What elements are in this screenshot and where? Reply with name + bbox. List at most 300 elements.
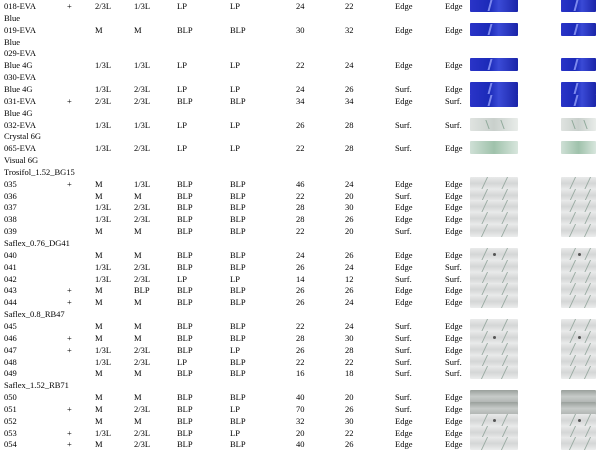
- table-cell: BLP: [177, 320, 193, 331]
- table-row: [0, 438, 600, 450]
- table-cell: 20: [345, 190, 354, 201]
- table-cell: M: [134, 24, 142, 35]
- table-cell: BLP: [177, 344, 193, 355]
- table-cell: 1/3L: [95, 273, 112, 284]
- table-cell: LP: [230, 427, 240, 438]
- table-cell: BLP: [230, 261, 246, 272]
- row-label: Visual 6G: [4, 155, 39, 166]
- sample-image: [470, 343, 518, 356]
- table-cell: Edge: [395, 178, 413, 189]
- row-label: 030-EVA: [4, 72, 36, 83]
- table-cell: M: [95, 249, 103, 260]
- table-cell: 28: [296, 332, 305, 343]
- table-cell: 26: [296, 119, 305, 130]
- table-cell: BLP: [230, 439, 246, 450]
- table-cell: 26: [345, 214, 354, 225]
- table-cell: 049: [4, 368, 17, 379]
- table-cell: M: [95, 415, 103, 426]
- table-cell: Edge: [445, 439, 463, 450]
- table-cell: +: [67, 297, 72, 308]
- table-cell: Edge: [445, 24, 463, 35]
- table-cell: Edge: [445, 297, 463, 308]
- sample-image: [561, 177, 596, 190]
- table-cell: 2/3L: [134, 273, 151, 284]
- table-cell: 052: [4, 415, 17, 426]
- table-row: [0, 178, 600, 190]
- table-row: [0, 95, 600, 107]
- sample-image: [470, 295, 518, 308]
- table-cell: Edge: [395, 1, 413, 11]
- table-cell: BLP: [230, 368, 246, 379]
- table-cell: M: [95, 439, 103, 450]
- table-cell: +: [67, 439, 72, 450]
- table-cell: M: [134, 392, 142, 403]
- sample-image: [470, 248, 518, 261]
- table-cell: BLP: [177, 214, 193, 225]
- table-cell: Edge: [395, 214, 413, 225]
- sample-image: [561, 402, 596, 415]
- table-cell: 2/3L: [134, 95, 151, 106]
- row-label: Saflex_0.8_RB47: [4, 309, 65, 320]
- table-cell: 2/3L: [134, 143, 151, 154]
- table-cell: 18: [345, 368, 354, 379]
- table-cell: M: [134, 297, 142, 308]
- table-cell: 2/3L: [134, 427, 151, 438]
- table-cell: LP: [230, 143, 240, 154]
- table-cell: 039: [4, 226, 17, 237]
- table-row: [0, 261, 600, 273]
- table-cell: BLP: [177, 392, 193, 403]
- table-cell: BLP: [230, 214, 246, 225]
- group-label-row: [0, 154, 600, 166]
- table-cell: 036: [4, 190, 17, 201]
- table-cell: Edge: [445, 320, 463, 331]
- sample-image: [561, 295, 596, 308]
- table-cell: 2/3L: [134, 439, 151, 450]
- sample-image: [470, 141, 518, 154]
- table-cell: Surf.: [445, 356, 462, 367]
- table-cell: 041: [4, 261, 17, 272]
- table-cell: Edge: [445, 415, 463, 426]
- table-cell: BLP: [177, 226, 193, 237]
- table-cell: 042: [4, 273, 17, 284]
- sample-image: [470, 23, 518, 36]
- table-cell: Edge: [445, 143, 463, 154]
- sample-image: [561, 23, 596, 36]
- table-cell: Edge: [445, 332, 463, 343]
- table-cell: Edge: [445, 392, 463, 403]
- table-cell: 26: [345, 249, 354, 260]
- table-cell: 40: [296, 392, 305, 403]
- table-cell: 035: [4, 178, 17, 189]
- table-cell: 1/3L: [134, 119, 151, 130]
- table-cell: 28: [296, 202, 305, 213]
- table-cell: Edge: [445, 344, 463, 355]
- sample-image: [470, 118, 518, 131]
- table-cell: Blue 4G: [4, 60, 33, 71]
- table-cell: BLP: [230, 297, 246, 308]
- table-cell: M: [134, 320, 142, 331]
- table-cell: 22: [296, 190, 305, 201]
- table-cell: LP: [177, 143, 187, 154]
- table-cell: 26: [296, 285, 305, 296]
- table-cell: Surf.: [395, 332, 412, 343]
- table-cell: LP: [177, 119, 187, 130]
- table-row: [0, 415, 600, 427]
- group-label-row: [0, 36, 600, 48]
- table-cell: 018-EVA: [4, 1, 36, 11]
- table-cell: 2/3L: [134, 356, 151, 367]
- table-cell: BLP: [177, 249, 193, 260]
- table-cell: BLP: [230, 392, 246, 403]
- sample-image: [561, 118, 596, 131]
- table-cell: 26: [345, 285, 354, 296]
- sample-image: [561, 82, 596, 95]
- table-cell: Edge: [395, 285, 413, 296]
- table-cell: 22: [345, 356, 354, 367]
- table-cell: 24: [345, 297, 354, 308]
- table-cell: BLP: [177, 261, 193, 272]
- table-cell: 2/3L: [95, 95, 112, 106]
- table-cell: Surf.: [395, 392, 412, 403]
- table-cell: BLP: [230, 24, 246, 35]
- table-cell: 24: [296, 83, 305, 94]
- table-cell: BLP: [177, 415, 193, 426]
- table-cell: BLP: [177, 403, 193, 414]
- table-cell: 045: [4, 320, 17, 331]
- table-cell: 24: [296, 1, 305, 11]
- table-row: [0, 367, 600, 379]
- sample-image: [561, 260, 596, 273]
- table-cell: M: [95, 24, 103, 35]
- table-cell: 2/3L: [134, 214, 151, 225]
- table-cell: 46: [296, 178, 305, 189]
- table-cell: 28: [345, 143, 354, 154]
- row-label: Blue: [4, 12, 21, 23]
- table-cell: M: [95, 392, 103, 403]
- table-cell: Edge: [395, 249, 413, 260]
- table-cell: Edge: [445, 285, 463, 296]
- sample-image: [470, 319, 518, 332]
- table-cell: 14: [296, 273, 305, 284]
- table-cell: BLP: [230, 320, 246, 331]
- table-cell: BLP: [177, 285, 193, 296]
- table-cell: M: [134, 415, 142, 426]
- table-cell: 26: [296, 261, 305, 272]
- table-cell: 26: [296, 344, 305, 355]
- table-cell: 050: [4, 392, 17, 403]
- table-cell: 32: [345, 24, 354, 35]
- sample-image: [470, 414, 518, 427]
- table-cell: Blue 4G: [4, 83, 33, 94]
- table-cell: 30: [345, 332, 354, 343]
- table-cell: BLP: [177, 368, 193, 379]
- table-row: [0, 0, 600, 12]
- table-cell: 24: [296, 249, 305, 260]
- table-cell: BLP: [177, 427, 193, 438]
- table-cell: Surf.: [445, 119, 462, 130]
- table-cell: +: [67, 95, 72, 106]
- table-cell: M: [95, 368, 103, 379]
- table-cell: Surf.: [395, 83, 412, 94]
- table-cell: 40: [296, 439, 305, 450]
- sample-image: [561, 319, 596, 332]
- sample-image: [561, 343, 596, 356]
- row-label: Blue 4G: [4, 107, 33, 118]
- row-label: Blue: [4, 36, 21, 47]
- table-cell: Surf.: [445, 95, 462, 106]
- table-cell: LP: [230, 60, 240, 71]
- sample-image: [561, 331, 596, 344]
- table-cell: BLP: [177, 178, 193, 189]
- table-cell: BLP: [177, 202, 193, 213]
- table-cell: 031-EVA: [4, 95, 36, 106]
- table-cell: 70: [296, 403, 305, 414]
- table-row: [0, 59, 600, 71]
- table-cell: LP: [230, 119, 240, 130]
- table-cell: 28: [345, 119, 354, 130]
- sample-image: [561, 224, 596, 237]
- table-cell: 22: [296, 356, 305, 367]
- table-cell: 053: [4, 427, 17, 438]
- table-cell: 1/3L: [95, 356, 112, 367]
- table-cell: 038: [4, 214, 17, 225]
- table-row: [0, 332, 600, 344]
- table-cell: BLP: [177, 332, 193, 343]
- sample-image: [561, 58, 596, 71]
- table-cell: 16: [296, 368, 305, 379]
- table-cell: Surf.: [395, 119, 412, 130]
- table-cell: 032-EVA: [4, 119, 36, 130]
- table-cell: +: [67, 285, 72, 296]
- table-cell: Edge: [395, 427, 413, 438]
- table-cell: BLP: [230, 95, 246, 106]
- sample-image: [470, 58, 518, 71]
- table-cell: 26: [296, 297, 305, 308]
- table-cell: Surf.: [395, 320, 412, 331]
- table-cell: 065-EVA: [4, 143, 36, 154]
- table-cell: M: [134, 368, 142, 379]
- table-cell: M: [95, 403, 103, 414]
- table-cell: LP: [230, 273, 240, 284]
- table-cell: 24: [345, 320, 354, 331]
- table-cell: 1/3L: [95, 214, 112, 225]
- table-cell: 26: [345, 403, 354, 414]
- table-cell: +: [67, 1, 72, 11]
- table-cell: BLP: [230, 178, 246, 189]
- table-cell: 30: [296, 24, 305, 35]
- table-cell: Edge: [445, 202, 463, 213]
- table-cell: 24: [345, 261, 354, 272]
- table-row: [0, 296, 600, 308]
- table-cell: 32: [296, 415, 305, 426]
- table-cell: 28: [345, 344, 354, 355]
- table-cell: 1/3L: [95, 344, 112, 355]
- table-cell: 044: [4, 297, 17, 308]
- table-row: [0, 142, 600, 154]
- table-cell: M: [95, 320, 103, 331]
- table-cell: 24: [345, 178, 354, 189]
- table-cell: Edge: [395, 202, 413, 213]
- table-cell: LP: [230, 403, 240, 414]
- table-cell: LP: [230, 83, 240, 94]
- table-cell: 019-EVA: [4, 24, 36, 35]
- table-cell: M: [95, 178, 103, 189]
- table-cell: Edge: [445, 190, 463, 201]
- sample-image: [561, 94, 596, 107]
- table-cell: Surf.: [445, 261, 462, 272]
- table-cell: 2/3L: [134, 202, 151, 213]
- table-cell: LP: [177, 1, 187, 11]
- table-cell: 2/3L: [95, 1, 112, 11]
- table-cell: Edge: [395, 95, 413, 106]
- sample-image: [470, 366, 518, 379]
- row-label: Trosifol_1.52_BG15: [4, 166, 75, 177]
- row-label: Saflex_1.52_RB71: [4, 380, 69, 391]
- sample-image: [561, 0, 596, 12]
- table-cell: 1/3L: [95, 202, 112, 213]
- table-cell: 1/3L: [95, 119, 112, 130]
- sample-image: [470, 224, 518, 237]
- table-cell: LP: [230, 344, 240, 355]
- table-cell: Edge: [445, 60, 463, 71]
- table-cell: Surf.: [395, 368, 412, 379]
- table-cell: Surf.: [445, 368, 462, 379]
- table-cell: 22: [345, 427, 354, 438]
- table-cell: Edge: [445, 178, 463, 189]
- table-cell: Edge: [395, 297, 413, 308]
- table-cell: BLP: [230, 332, 246, 343]
- table-cell: BLP: [177, 95, 193, 106]
- table-cell: 2/3L: [134, 83, 151, 94]
- row-label: Saflex_0.76_DG41: [4, 238, 70, 248]
- sample-image: [470, 437, 518, 450]
- table-row: [0, 344, 600, 356]
- table-cell: Edge: [445, 83, 463, 94]
- table-cell: BLP: [177, 190, 193, 201]
- table-cell: 26: [345, 83, 354, 94]
- table-cell: M: [95, 226, 103, 237]
- table-cell: BLP: [177, 24, 193, 35]
- table-cell: Edge: [395, 60, 413, 71]
- sample-image: [470, 331, 518, 344]
- table-row: [0, 24, 600, 36]
- table-cell: 22: [296, 320, 305, 331]
- table-cell: 1/3L: [95, 143, 112, 154]
- table-cell: Edge: [395, 261, 413, 272]
- table-cell: 046: [4, 332, 17, 343]
- table-cell: 1/3L: [95, 60, 112, 71]
- table-cell: Surf.: [395, 403, 412, 414]
- table-cell: BLP: [230, 415, 246, 426]
- table-cell: M: [134, 332, 142, 343]
- table-cell: 22: [345, 1, 354, 11]
- table-cell: 30: [345, 202, 354, 213]
- table-cell: Surf.: [395, 344, 412, 355]
- table-cell: 054: [4, 439, 17, 450]
- table-cell: Edge: [445, 403, 463, 414]
- sample-image: [470, 0, 518, 12]
- table-cell: Edge: [395, 24, 413, 35]
- table-cell: 047: [4, 344, 17, 355]
- table-cell: Edge: [445, 1, 463, 11]
- table-cell: 048: [4, 356, 17, 367]
- table-row: [0, 225, 600, 237]
- table-cell: Surf.: [395, 143, 412, 154]
- table-cell: LP: [177, 356, 187, 367]
- table-cell: 28: [296, 214, 305, 225]
- table-cell: 24: [345, 60, 354, 71]
- table-cell: 2/3L: [134, 403, 151, 414]
- table-cell: Surf.: [395, 273, 412, 284]
- table-cell: 2/3L: [134, 261, 151, 272]
- table-cell: 040: [4, 249, 17, 260]
- table-cell: BLP: [230, 249, 246, 260]
- row-label: 029-EVA: [4, 48, 36, 59]
- sample-image: [561, 366, 596, 379]
- table-cell: 20: [345, 392, 354, 403]
- sample-image: [470, 260, 518, 273]
- table-cell: BLP: [134, 285, 150, 296]
- table-cell: 043: [4, 285, 17, 296]
- table-cell: BLP: [177, 297, 193, 308]
- table-cell: M: [134, 190, 142, 201]
- table-cell: +: [67, 332, 72, 343]
- table-cell: BLP: [230, 285, 246, 296]
- table-cell: Edge: [445, 214, 463, 225]
- table-cell: LP: [177, 83, 187, 94]
- table-cell: Surf.: [395, 356, 412, 367]
- sample-image: [561, 248, 596, 261]
- table-cell: 1/3L: [95, 261, 112, 272]
- table-cell: 051: [4, 403, 17, 414]
- table-cell: Surf.: [395, 226, 412, 237]
- table-cell: BLP: [230, 202, 246, 213]
- table-cell: Surf.: [395, 190, 412, 201]
- table-cell: M: [134, 249, 142, 260]
- table-cell: +: [67, 344, 72, 355]
- table-cell: 1/3L: [134, 178, 151, 189]
- table-row: [0, 119, 600, 131]
- table-cell: M: [95, 190, 103, 201]
- sample-image: [470, 402, 518, 415]
- table-cell: 12: [345, 273, 354, 284]
- sample-image: [561, 414, 596, 427]
- table-cell: 1/3L: [134, 60, 151, 71]
- row-label: Crystal 6G: [4, 131, 42, 142]
- table-cell: M: [95, 285, 103, 296]
- table-cell: Edge: [445, 226, 463, 237]
- table-cell: 1/3L: [134, 1, 151, 11]
- table-cell: Edge: [395, 439, 413, 450]
- sample-image: [470, 82, 518, 95]
- table-cell: 26: [345, 439, 354, 450]
- table-cell: +: [67, 403, 72, 414]
- table-cell: LP: [177, 60, 187, 71]
- table-cell: Edge: [445, 427, 463, 438]
- sample-image: [470, 177, 518, 190]
- table-cell: Edge: [395, 415, 413, 426]
- table-cell: BLP: [177, 439, 193, 450]
- table-cell: BLP: [230, 356, 246, 367]
- table-cell: BLP: [230, 190, 246, 201]
- table-cell: 22: [296, 143, 305, 154]
- table-cell: 22: [296, 226, 305, 237]
- table-cell: M: [134, 226, 142, 237]
- table-cell: 20: [345, 226, 354, 237]
- table-cell: 34: [345, 95, 354, 106]
- table-cell: Edge: [445, 249, 463, 260]
